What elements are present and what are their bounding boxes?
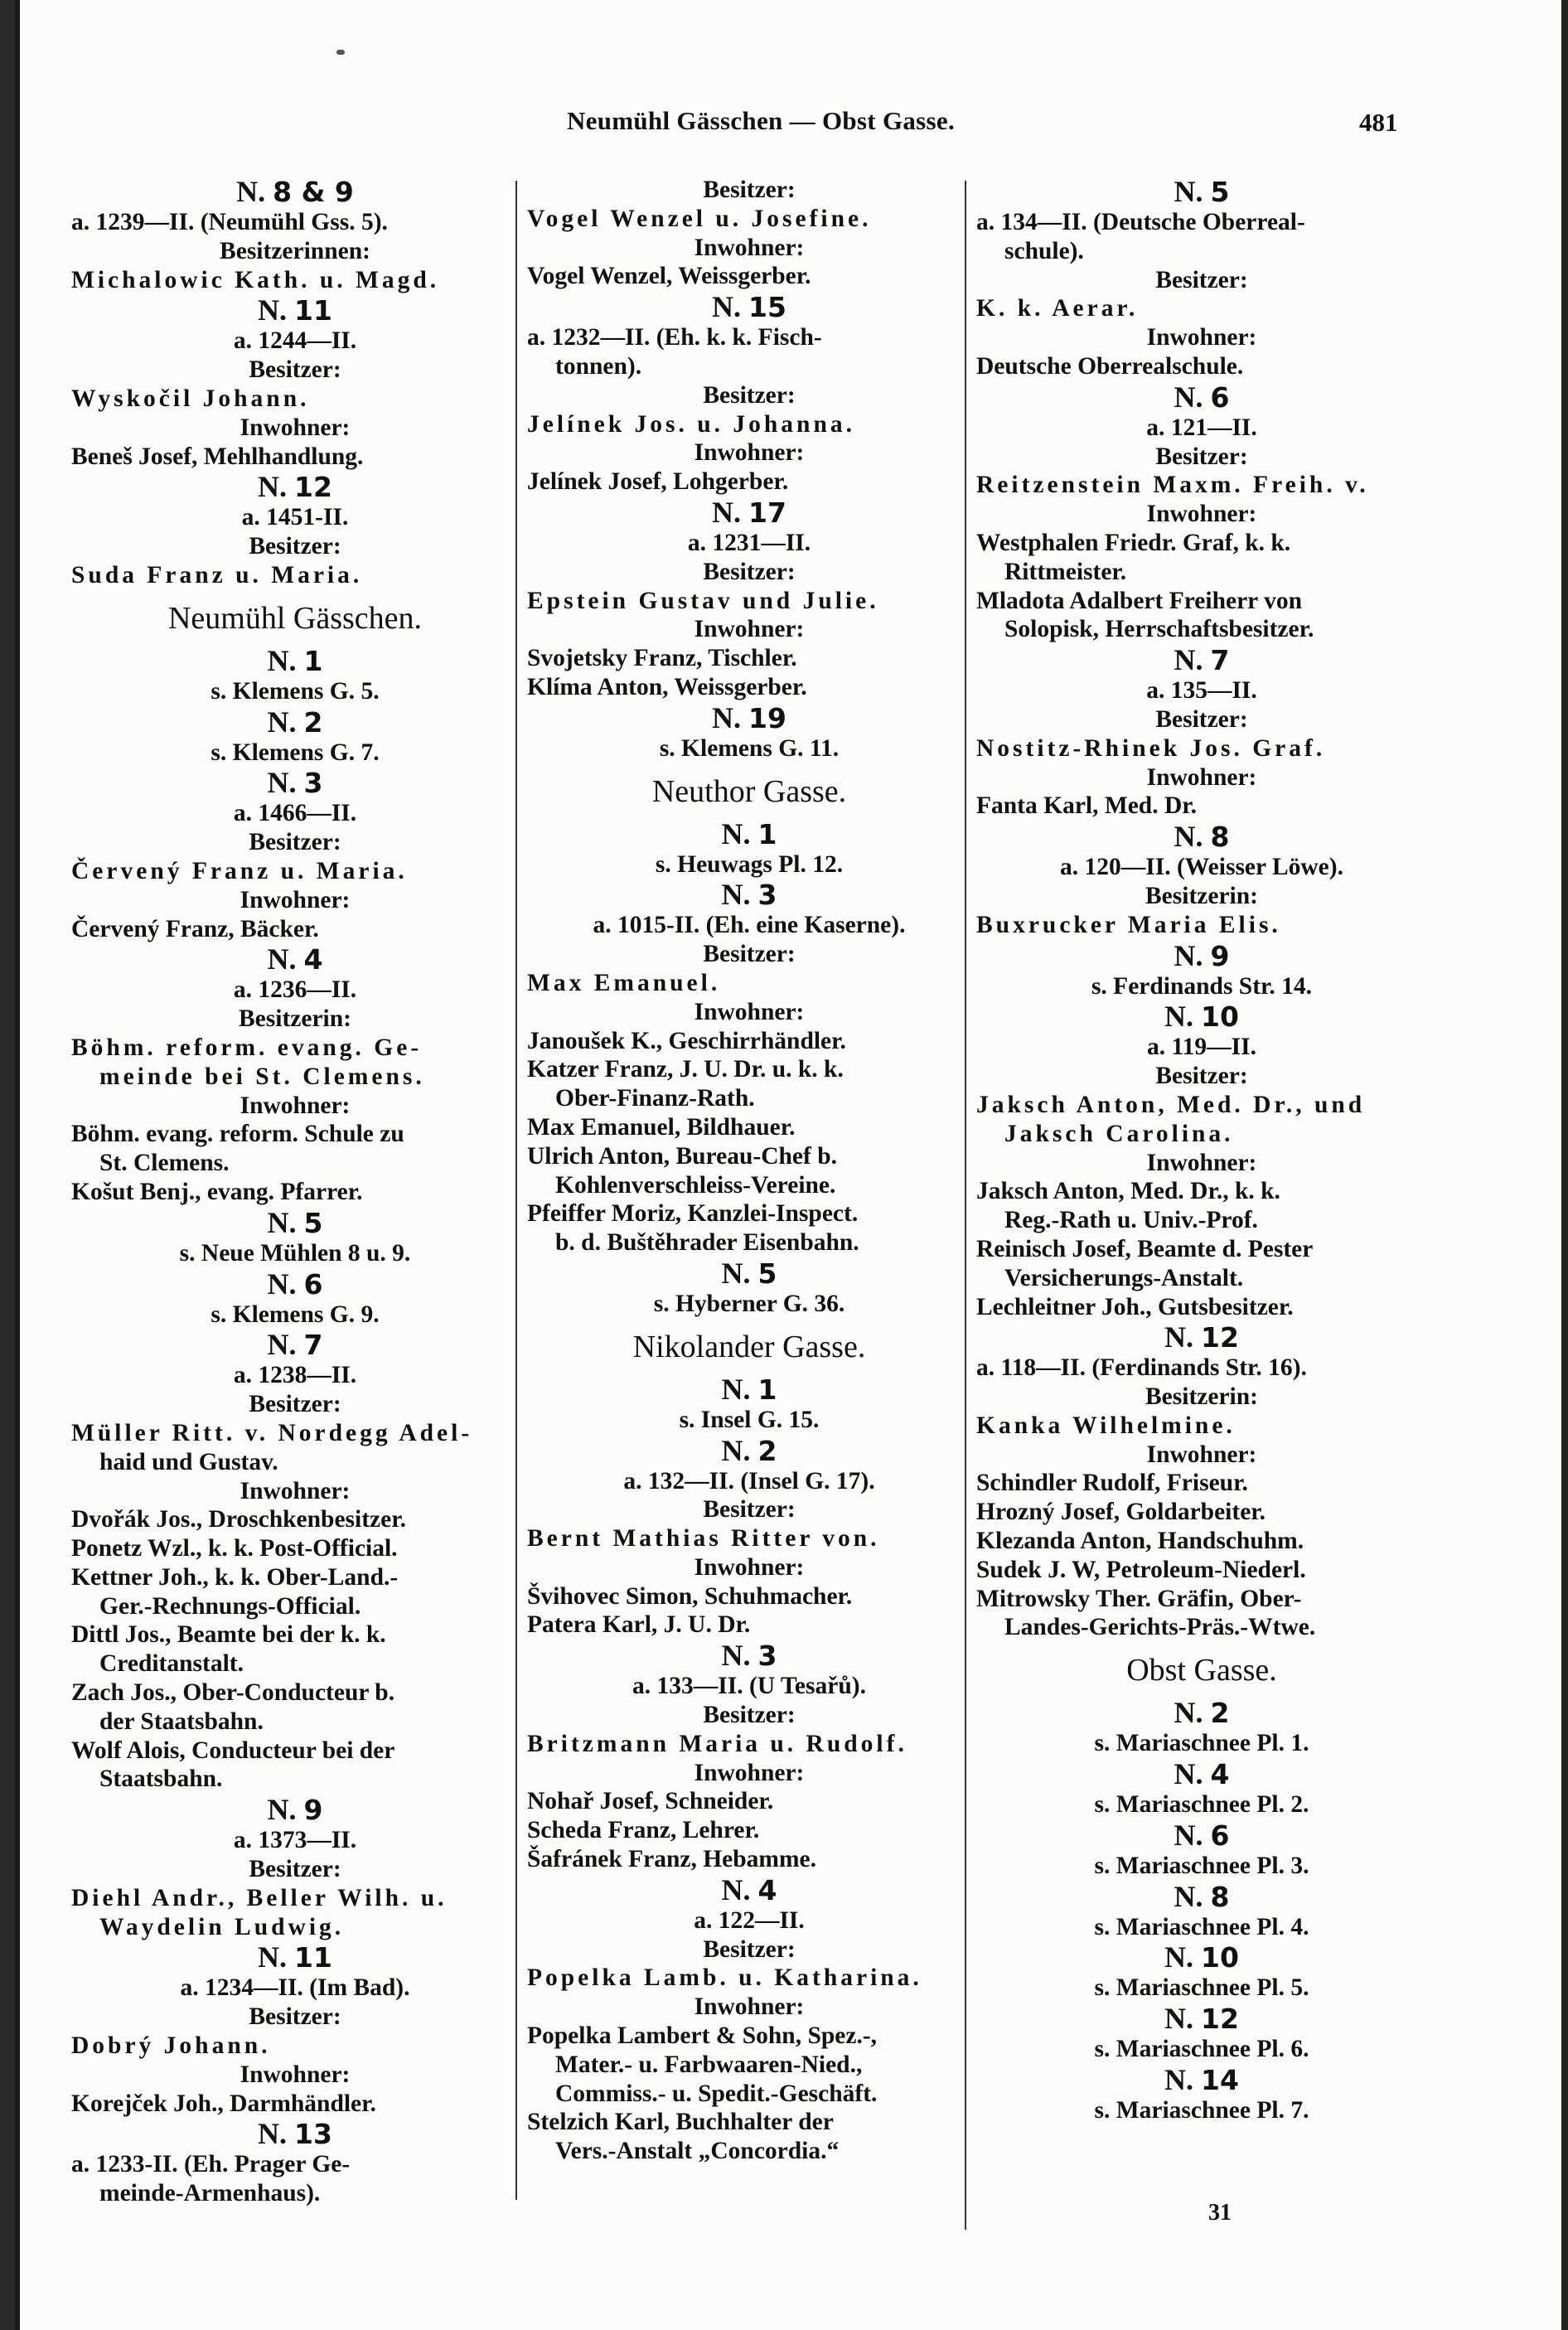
house-number-value: 3 [757,879,777,912]
house-number [71,2118,519,2150]
house-number-value: 9 [1210,939,1230,972]
house-number-value: 8 & 9 [273,176,354,208]
house-number-prefix: N. [1174,1696,1211,1730]
column-2 [527,176,971,2166]
entry-line: Vogel Wenzel, Weissgerber. [527,263,811,290]
house-number [527,879,971,911]
entry-line: Janoušek K., Geschirrhändler. [527,1027,846,1054]
entry-line: Beneš Josef, Mehlhandlung. [71,443,364,470]
entry-line: Popelka Lambert & Sohn, Spez.-, [527,2022,878,2050]
house-number-prefix: N. [1174,1879,1211,1913]
house-number [71,767,519,799]
house-number [527,291,971,323]
entry-label: s. Mariaschnee Pl. 2. [1094,1791,1309,1819]
entry-label: Inwohner: [240,2061,351,2088]
entry-label: Inwohner: [240,1477,351,1504]
entry-label: s. Neue Mühlen 8 u. 9. [179,1239,411,1267]
house-number [527,1874,971,1906]
entry-label: a. 135—II. [1146,677,1257,705]
house-number-prefix: N. [267,766,304,800]
house-number [71,294,519,327]
owner-name: Diehl Andr., Beller Wilh. u. [71,1884,448,1911]
house-number [71,645,519,677]
entry-label: Besitzer: [249,533,341,560]
house-number-prefix: N. [258,2117,295,2151]
binding-edge [15,0,20,2330]
entry-line: Ponetz Wzl., k. k. Post-Official. [71,1535,398,1562]
entry-continued: Ger.-Rechnungs-Official. [99,1592,361,1620]
entry-label: a. 1238—II. [233,1362,357,1389]
house-number-prefix: N. [267,942,304,976]
column-1 [71,176,519,2208]
house-number [976,644,1427,676]
owner-name-continued: meinde bei St. Clemens. [99,1063,425,1090]
house-number-prefix: N. [1174,1757,1211,1791]
house-number-value: 9 [303,1794,323,1827]
house-number-prefix: N. [712,495,749,529]
entry-label: Besitzerin: [1145,1383,1258,1411]
house-number-value: 15 [748,291,786,324]
house-number-prefix: N. [1174,380,1211,414]
entry-label: Inwohner: [694,616,805,643]
entry-label: Inwohner: [694,439,805,467]
entry-line: Nohař Josef, Schneider. [527,1788,774,1815]
entry-label: Besitzer: [249,2003,341,2031]
house-number-value: 12 [1201,2003,1239,2036]
entry-label: s. Klemens G. 11. [659,734,840,762]
house-number-value: 1 [757,817,777,850]
house-number-value: 6 [303,1267,323,1301]
owner-name: Popelka Lamb. u. Katharina. [527,1964,922,1992]
entry-continued: Mater.- u. Farbwaaren-Nied., [555,2051,863,2078]
house-number [976,1697,1427,1729]
entry-line: Dittl Jos., Beamte bei der k. k. [71,1621,386,1649]
entry-line: Stelzich Karl, Buchhalter der [527,2109,834,2136]
entry-label: s. Mariaschnee Pl. 7. [1094,2097,1309,2124]
house-number-prefix: N. [712,290,749,324]
entry-line: Zach Jos., Ober-Conducteur b. [71,1679,395,1707]
house-number-prefix: N. [1164,2002,1202,2036]
house-number-prefix: N. [267,1328,304,1362]
entry-line: Böhm. evang. reform. Schule zu [71,1121,404,1148]
entry-line: a. 1239—II. (Neumühl Gss. 5). [71,209,388,235]
entry-label: a. 121—II. [1146,414,1257,441]
entry-continued: Rittmeister. [1004,558,1127,585]
entry-line: Jelínek Josef, Lohgerber. [527,468,789,496]
entry-label: a. 1234—II. (Im Bad). [180,1974,410,2002]
house-number-prefix: N. [1164,1320,1202,1354]
house-number-value: 7 [303,1329,323,1362]
entry-line: Červený Franz, Bäcker. [71,915,319,942]
house-number [976,176,1427,208]
house-number-value: 1 [757,1373,777,1406]
street-heading: Neumühl Gässchen. [167,600,423,636]
entry-label: Besitzer: [703,381,796,409]
entry-label: a. 1015-II. (Eh. eine Kaserne). [593,912,906,939]
entry-continued: b. d. Buštěhrader Eisenbahn. [555,1229,859,1257]
entry-label: Besitzer: [703,1496,796,1523]
entry-continued: Versicherungs-Anstalt. [1004,1264,1244,1291]
entry-label: s. Insel G. 15. [679,1406,820,1433]
ink-mark [336,50,345,55]
entry-label: a. 1466—II. [233,800,357,827]
house-number-prefix: N. [258,1940,295,1974]
house-number-value: 8 [1210,1880,1230,1913]
owner-name-continued: Waydelin Ludwig. [99,1913,345,1940]
owner-name: Britzmann Maria u. Rudolf. [527,1730,907,1757]
entry-label: Besitzer: [703,558,796,585]
entry-line: a. 1232—II. (Eh. k. k. Fisch- [527,324,822,351]
house-number [527,818,971,850]
entry-line: Košut Benj., evang. Pfarrer. [71,1178,363,1205]
entry-label: a. 1244—II. [233,327,357,355]
entry-label: Besitzer: [703,1935,796,1963]
house-number-prefix: N. [258,293,295,327]
entry-line: Švihovec Simon, Schuhmacher. [527,1582,853,1610]
entry-line: Dvořák Jos., Droschkenbesitzer. [71,1506,406,1533]
entry-label: s. Mariaschnee Pl. 3. [1094,1852,1309,1879]
entry-continued: Solopisk, Herrschaftsbesitzer. [1004,616,1314,643]
owner-name: Müller Ritt. v. Nordegg Adel- [71,1419,473,1446]
owner-name: Epstein Gustav und Julie. [527,587,879,614]
entry-line: Svojetsky Franz, Tischler. [527,645,797,672]
entry-label: s. Klemens G. 9. [211,1301,380,1328]
entry-continued: tonnen). [555,352,642,380]
house-number-value: 1 [303,644,323,677]
house-number-prefix: N. [1174,175,1211,208]
entry-label: Besitzer: [1155,1063,1248,1090]
entry-line: a. 118—II. (Ferdinands Str. 16). [976,1354,1307,1382]
entry-label: Inwohner: [240,1092,351,1119]
house-number-value: 11 [294,294,332,327]
entry-label: Besitzerinnen: [220,237,370,264]
entry-line: Patera Karl, J. U. Dr. [527,1611,751,1639]
column-3 [976,176,1427,2125]
entry-label: Besitzerin: [239,1005,351,1033]
house-number-value: 5 [1210,176,1230,208]
owner-name: Buxrucker Maria Elis. [976,911,1281,938]
entry-continued: Creditanstalt. [99,1650,244,1678]
page-number: 481 [1359,108,1398,137]
entry-label: Inwohner: [1146,763,1257,791]
entry-continued: Vers.-Anstalt „Concordia.“ [555,2138,840,2165]
house-number [976,1819,1427,1852]
house-number [976,1321,1427,1354]
entry-continued: St. Clemens. [99,1150,230,1177]
entry-label: Inwohner: [1146,1441,1257,1468]
street-heading: Neuthor Gasse. [651,773,847,809]
entry-label: Besitzer: [703,941,796,968]
entry-label: s. Hyberner G. 36. [653,1290,845,1317]
entry-label: Besitzerin: [1145,882,1258,909]
house-number-value: 6 [1210,380,1230,414]
entry-label: Inwohner: [240,414,351,441]
owner-name: Max Emanuel. [527,969,721,996]
entry-label: a. 120—II. (Weisser Löwe). [1060,854,1343,881]
house-number-value: 6 [1210,1819,1230,1852]
entry-continued: Staatsbahn. [99,1766,223,1793]
entry-label: Inwohner: [694,234,805,261]
entry-label: Besitzer: [249,829,341,856]
house-number-prefix: N. [721,1256,758,1290]
page-edge [1561,0,1568,2330]
entry-line: Max Emanuel, Bildhauer. [527,1113,796,1141]
entry-line: Ulrich Anton, Bureau-Chef b. [527,1142,837,1170]
entry-line: Mitrowsky Ther. Gräfin, Ober- [976,1585,1302,1612]
house-number-prefix: N. [1164,1940,1202,1974]
owner-name: Böhm. reform. evang. Ge- [71,1034,423,1061]
house-number-prefix: N. [721,1433,758,1467]
entry-line: Sudek J. W, Petroleum-Niederl. [976,1556,1306,1583]
entry-label: Inwohner: [694,998,805,1025]
entry-label: a. 1373—II. [233,1827,357,1854]
entry-line: Lechleitner Joh., Gutsbesitzer. [976,1293,1294,1320]
entry-label: s. Mariaschnee Pl. 1. [1094,1730,1309,1757]
entry-continued: Reg.-Rath u. Univ.-Prof. [1004,1207,1258,1234]
house-number-value: 12 [294,471,332,504]
entry-label: s. Mariaschnee Pl. 6. [1094,2036,1309,2063]
entry-label: Besitzer: [1155,705,1248,733]
entry-label: Besitzer: [703,177,796,203]
house-number [71,1207,519,1239]
entry-continued: Kohlenverschleiss-Vereine. [555,1171,836,1199]
entry-line: Reinisch Josef, Beamte d. Pester [976,1235,1314,1262]
house-number-prefix: N. [267,1205,304,1239]
entry-line: Fanta Karl, Med. Dr. [976,792,1198,820]
house-number [527,702,971,734]
entry-label: a. 132—II. (Insel G. 17). [623,1467,875,1494]
owner-name: Suda Franz u. Maria. [71,561,363,589]
house-number-value: 19 [748,701,786,734]
house-number [976,1941,1427,1974]
house-number [976,940,1427,972]
entry-continued: der Staatsbahn. [99,1708,264,1735]
entry-label: Besitzer: [249,1856,341,1883]
entry-line: Klíma Anton, Weissgerber. [527,673,807,700]
entry-line: Kettner Joh., k. k. Ober-Land.- [71,1563,399,1591]
entry-label: Besitzer: [1155,443,1248,470]
house-number [527,1435,971,1467]
house-number-prefix: N. [1174,938,1211,972]
house-number-prefix: N. [267,1793,304,1827]
document-page [15,0,1568,2330]
entry-label: a. 119—II. [1147,1034,1256,1061]
entry-line: Pfeiffer Moriz, Kanzlei-Inspect. [527,1200,859,1228]
house-number-prefix: N. [1174,820,1211,854]
house-number-value: 3 [303,767,323,800]
entry-line: Deutsche Oberrealschule. [976,352,1244,380]
house-number [527,1640,971,1672]
sheet-signature: 31 [1208,2200,1232,2226]
house-number [71,706,519,739]
entry-continued: Commiss.- u. Spedit.-Geschäft. [555,2080,878,2107]
house-number-prefix: N. [267,705,304,739]
entry-label: s. Klemens G. 5. [211,677,380,705]
owner-name: Červený Franz u. Maria. [71,857,408,884]
entry-continued: haid und Gustav. [99,1448,278,1475]
owner-name: Nostitz-Rhinek Jos. Graf. [976,734,1326,762]
entry-line: Jaksch Anton, Med. Dr., k. k. [976,1178,1280,1205]
house-number [976,1881,1427,1913]
house-number-prefix: N. [721,1372,758,1406]
house-number-value: 17 [748,496,786,529]
house-number-value: 13 [294,2118,332,2151]
entry-label: Inwohner: [240,886,351,913]
house-number [71,471,519,503]
house-number-prefix: N. [1164,1000,1202,1034]
house-number-value: 3 [757,1640,777,1673]
house-number-value: 8 [1210,821,1230,854]
house-number [71,1794,519,1826]
entry-line: Wolf Alois, Conducteur bei der [71,1737,395,1764]
entry-continued: Ober-Finanz-Rath. [555,1085,755,1112]
house-number [976,821,1427,853]
house-number-value: 4 [303,943,323,976]
entry-continued: schule). [1004,237,1084,264]
house-number [71,943,519,976]
entry-continued: Landes-Gerichts-Präs.-Wtwe. [1004,1614,1316,1641]
owner-name: Wyskočil Johann. [71,385,310,412]
entry-line: Scheda Franz, Lehrer. [527,1817,760,1844]
house-number-prefix: N. [267,1267,304,1301]
house-number [527,1257,971,1290]
house-number-prefix: N. [721,816,758,850]
entry-label: s. Heuwags Pl. 12. [655,850,844,878]
house-number-prefix: N. [258,470,295,504]
owner-name: Dobrý Johann. [71,2032,271,2060]
owner-name: Jaksch Anton, Med. Dr., und [976,1091,1366,1118]
street-heading: Nikolander Gasse. [632,1329,866,1364]
entry-label: Besitzer: [1155,266,1248,293]
house-number-value: 4 [1210,1758,1230,1791]
house-number-prefix: N. [267,643,304,677]
entry-label: a. 122—II. [694,1906,805,1934]
house-number [527,497,971,529]
entry-line: Korejček Joh., Darmhändler. [71,2090,376,2117]
house-number [976,2003,1427,2035]
owner-name: Reitzenstein Maxm. Freih. v. [976,472,1369,499]
entry-label: Inwohner: [694,1993,805,2021]
house-number-value: 5 [303,1206,323,1239]
entry-line: Hrozný Josef, Goldarbeiter. [976,1499,1266,1526]
running-header: Neumühl Gässchen — Obst Gasse. [566,106,956,135]
house-number-prefix: N. [236,175,273,208]
owner-name-continued: Jaksch Carolina. [1004,1120,1234,1147]
entry-label: s. Mariaschnee Pl. 5. [1094,1974,1309,2002]
entry-line: Katzer Franz, J. U. Dr. u. k. k. [527,1056,844,1083]
owner-name: Kanka Wilhelmine. [976,1412,1236,1439]
house-number-value: 14 [1201,2064,1239,2097]
entry-label: a. 1236—II. [233,976,357,1004]
owner-name: Vogel Wenzel u. Josefine. [527,205,872,232]
entry-label: a. 1231—II. [687,529,811,556]
owner-name: Jelínek Jos. u. Johanna. [527,410,855,438]
house-number-prefix: N. [721,878,758,912]
house-number-value: 5 [757,1257,777,1290]
street-heading: Obst Gasse. [1126,1653,1277,1688]
entry-line: Klezanda Anton, Handschuhm. [976,1528,1304,1555]
house-number-value: 10 [1201,1000,1239,1034]
entry-line: Šafránek Franz, Hebamme. [527,1846,817,1873]
house-number [976,2064,1427,2096]
owner-name: K. k. Aerar. [976,295,1139,322]
entry-line: a. 134—II. (Deutsche Oberreal- [976,209,1305,235]
entry-line: Schindler Rudolf, Friseur. [976,1470,1248,1497]
house-number [71,1329,519,1361]
house-number-value: 2 [1210,1697,1230,1730]
owner-name: Bernt Mathias Ritter von. [527,1525,880,1553]
house-number-value: 12 [1201,1321,1239,1354]
house-number [71,176,519,208]
entry-label: a. 133—II. (U Tesařů). [632,1673,866,1700]
entry-continued: meinde-Armenhaus). [99,2180,321,2207]
house-number-value: 7 [1210,644,1230,677]
owner-name: Michalowic Kath. u. Magd. [71,266,440,293]
house-number-value: 10 [1201,1941,1239,1974]
entry-line: a. 1233-II. (Eh. Prager Ge- [71,2151,351,2178]
house-number [976,1758,1427,1790]
house-number-prefix: N. [1174,1818,1211,1852]
house-number [527,1373,971,1406]
house-number [71,1268,519,1301]
entry-label: s. Klemens G. 7. [211,739,380,766]
house-number [976,381,1427,414]
entry-line: Westphalen Friedr. Graf, k. k. [976,529,1291,556]
house-number-value: 2 [303,705,323,739]
entry-label: s. Ferdinands Str. 14. [1091,972,1313,1000]
house-number-prefix: N. [1164,2063,1202,2097]
house-number-value: 4 [757,1873,777,1906]
house-number-prefix: N. [1174,643,1211,677]
entry-label: Inwohner: [1146,501,1257,528]
house-number [71,1941,519,1974]
house-number-value: 11 [294,1941,332,1974]
entry-label: Besitzer: [703,1702,796,1729]
house-number [976,1000,1427,1033]
entry-label: Inwohner: [694,1553,805,1581]
entry-label: Inwohner: [1146,324,1257,351]
entry-label: s. Mariaschnee Pl. 4. [1094,1913,1309,1940]
entry-label: Besitzer: [249,356,341,384]
house-number-prefix: N. [712,700,749,734]
house-number-prefix: N. [721,1639,758,1673]
house-number-prefix: N. [721,1872,758,1906]
entry-label: Besitzer: [249,1391,341,1418]
entry-label: a. 1451-II. [241,504,349,531]
entry-label: Inwohner: [694,1759,805,1786]
entry-label: Inwohner: [1146,1149,1257,1176]
house-number-value: 2 [757,1434,777,1467]
entry-line: Mladota Adalbert Freiherr von [976,587,1303,614]
